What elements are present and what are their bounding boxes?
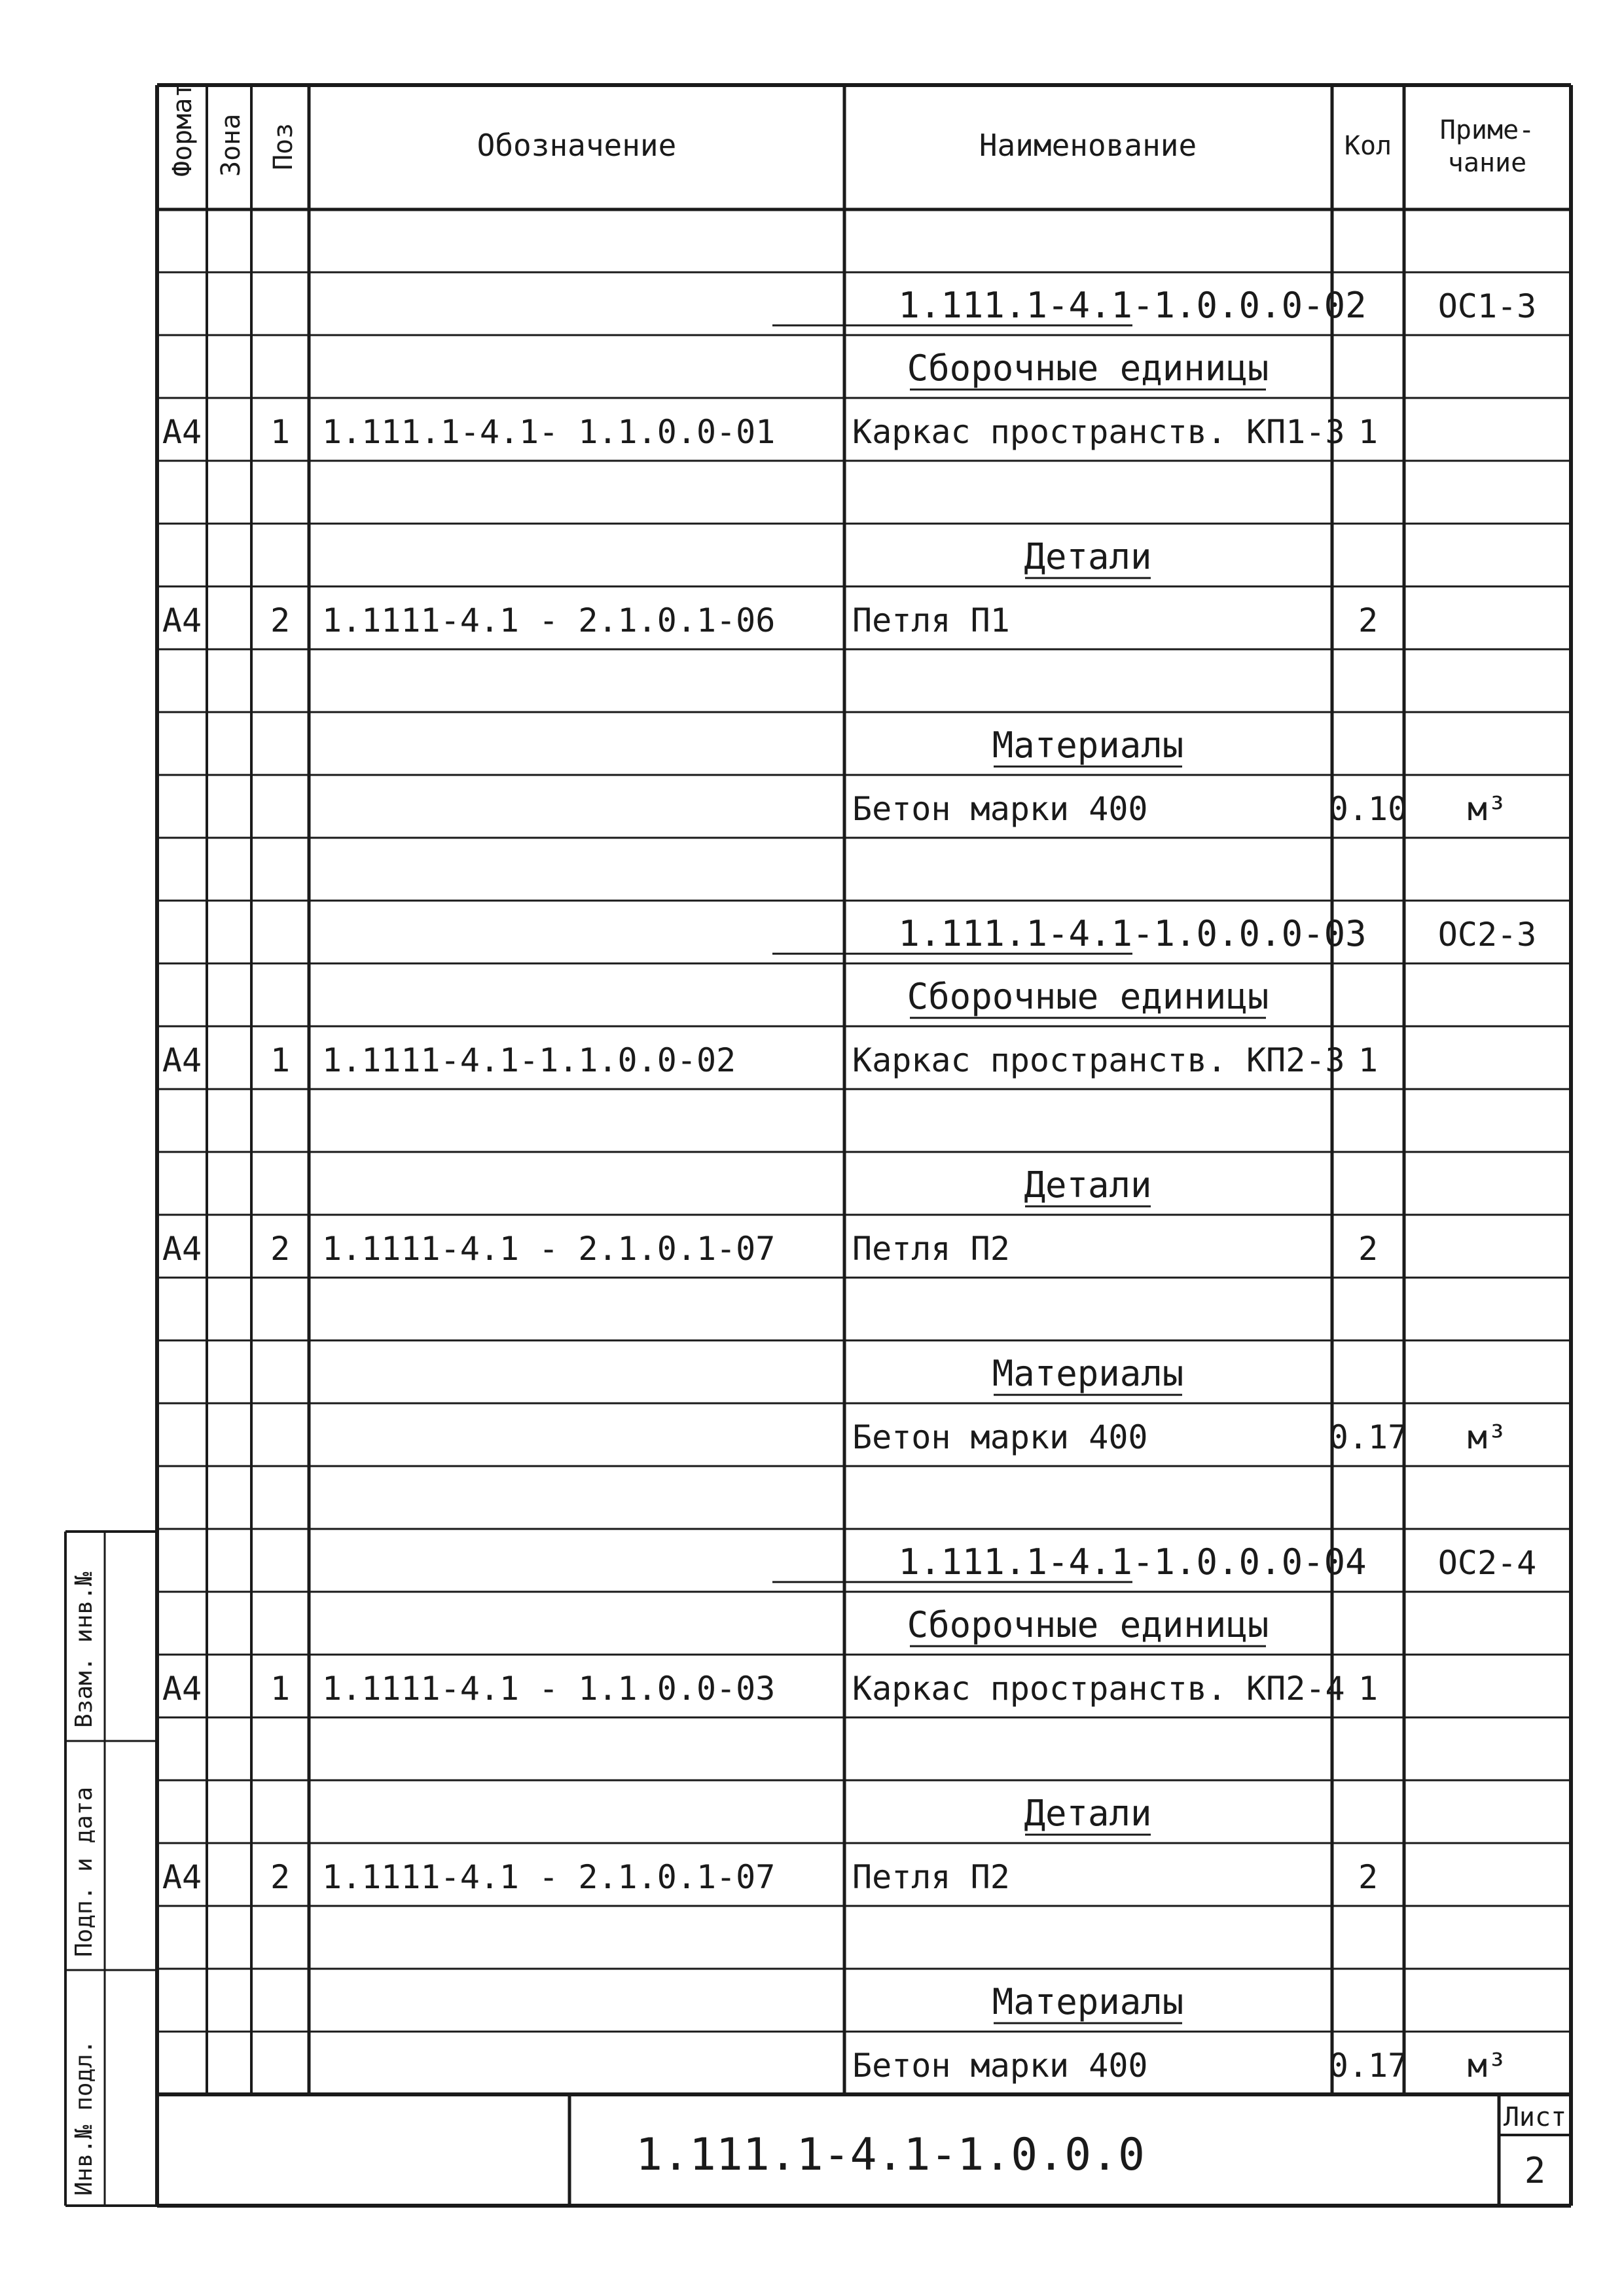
cell-pos: 2: [270, 1858, 291, 1897]
cell-pos: 2: [270, 601, 291, 640]
row-lines: [157, 272, 1571, 2032]
table-row: [852, 2047, 1507, 2085]
cell-name: Петля П2: [852, 1858, 1010, 1897]
sheet-number: 2: [1524, 2150, 1546, 2191]
section-heading: Материалы: [992, 1353, 1184, 1395]
sheet-label: Лист: [1503, 2102, 1567, 2132]
cell-qty: 1: [1358, 1670, 1379, 1708]
table-row: [162, 413, 1378, 451]
table-row: [907, 976, 1269, 1018]
table-row: [162, 1670, 1378, 1708]
table-row: [852, 790, 1507, 828]
table-row: [772, 1541, 1536, 1583]
cell-format: А4: [162, 601, 202, 640]
cell-name: Каркас пространств. КП2-3: [852, 1041, 1345, 1080]
cell-pos: 1: [270, 1670, 291, 1708]
table-row: [1024, 1793, 1151, 1835]
cell-format: А4: [162, 1230, 202, 1268]
cell-qty: 1: [1358, 1041, 1379, 1080]
assembly-designation: 1.111.1-4.1-1.0.0.0-02: [898, 285, 1367, 327]
section-heading: Детали: [1024, 1164, 1152, 1206]
cell-name: Бетон марки 400: [852, 2047, 1148, 2085]
table-row: [1024, 536, 1151, 578]
title-block: [157, 2094, 1571, 2206]
section-heading: Сборочные единицы: [907, 348, 1269, 389]
cell-designation: 1.111.1-4.1- 1.1.0.0-01: [322, 413, 776, 452]
side-stamp: [65, 1532, 157, 2206]
cell-name: Каркас пространств. КП1-3: [852, 413, 1345, 452]
table-row: [907, 348, 1269, 389]
cell-pos: 1: [270, 1041, 291, 1080]
cell-note: м³: [1467, 2047, 1507, 2085]
section-heading: Материалы: [992, 1981, 1184, 2023]
cell-name: Петля П2: [852, 1230, 1010, 1268]
assembly-designation: 1.111.1-4.1-1.0.0.0-04: [898, 1541, 1367, 1583]
section-heading: Детали: [1024, 536, 1152, 578]
section-heading: Сборочные единицы: [907, 976, 1269, 1018]
cell-pos: 2: [270, 1230, 291, 1268]
cell-name: Бетон марки 400: [852, 1418, 1148, 1457]
cell-qty: 0.17: [1328, 1418, 1408, 1457]
cell-format: А4: [162, 1858, 202, 1897]
cell-note: ОС1-3: [1437, 287, 1537, 326]
table-row: [772, 913, 1536, 954]
header-note-line2: чание: [1447, 148, 1527, 178]
cell-designation: 1.1111-4.1 - 2.1.0.1-06: [322, 601, 776, 640]
cell-qty: 2: [1358, 1230, 1379, 1268]
cell-format: А4: [162, 1670, 202, 1708]
cell-pos: 1: [270, 413, 291, 452]
cell-designation: 1.1111-4.1 - 1.1.0.0-03: [322, 1670, 776, 1708]
cell-qty: 0.10: [1328, 790, 1408, 829]
table-row: [162, 1858, 1378, 1896]
header-name: Наименование: [979, 128, 1197, 163]
table-row: [992, 1981, 1184, 2023]
table-row: [162, 601, 1378, 639]
spec-rows: [162, 285, 1536, 2085]
cell-qty: 0.17: [1328, 2047, 1408, 2085]
cell-qty: 2: [1358, 601, 1379, 640]
table-row: [1024, 1164, 1151, 1206]
cell-qty: 2: [1358, 1858, 1379, 1897]
header-zone: Зона: [216, 113, 246, 177]
table-row: [992, 1353, 1184, 1395]
cell-note: ОС2-4: [1437, 1544, 1537, 1583]
cell-note: м³: [1467, 790, 1507, 829]
cell-qty: 1: [1358, 413, 1379, 452]
cell-name: Бетон марки 400: [852, 790, 1148, 829]
cell-format: А4: [162, 413, 202, 452]
stamp-sign-date: Подп. и дата: [71, 1786, 98, 1957]
cell-designation: 1.1111-4.1 - 2.1.0.1-07: [322, 1858, 776, 1897]
header-designation: Обозначение: [477, 128, 677, 163]
cell-name: Каркас пространств. КП2-4: [852, 1670, 1345, 1708]
table-row: [992, 725, 1184, 766]
table-row: [162, 1230, 1378, 1268]
header-format: Формат: [168, 82, 198, 177]
header-qty: Кол: [1344, 131, 1392, 161]
document-code: 1.111.1-4.1-1.0.0.0: [636, 2129, 1145, 2181]
table-row: [907, 1604, 1269, 1646]
cell-name: Петля П1: [852, 601, 1010, 640]
cell-note: ОС2-3: [1437, 916, 1537, 954]
stamp-inv-no: Инв.№ подл.: [71, 2039, 98, 2196]
table-row: [772, 285, 1536, 326]
table-row: [162, 1041, 1378, 1079]
table-row: [852, 1418, 1507, 1456]
header-note-line1: Приме-: [1439, 115, 1535, 145]
cell-note: м³: [1467, 1418, 1507, 1457]
assembly-designation: 1.111.1-4.1-1.0.0.0-03: [898, 913, 1367, 955]
section-heading: Материалы: [992, 725, 1184, 766]
stamp-replaced-inv: Взам. инв.№: [71, 1571, 98, 1728]
cell-designation: 1.1111-4.1 - 2.1.0.1-07: [322, 1230, 776, 1268]
cell-format: А4: [162, 1041, 202, 1080]
header-row: [168, 82, 1534, 179]
header-pos: Поз: [268, 122, 298, 170]
section-heading: Сборочные единицы: [907, 1604, 1269, 1646]
section-heading: Детали: [1024, 1793, 1152, 1835]
cell-designation: 1.1111-4.1-1.1.0.0-02: [322, 1041, 736, 1080]
